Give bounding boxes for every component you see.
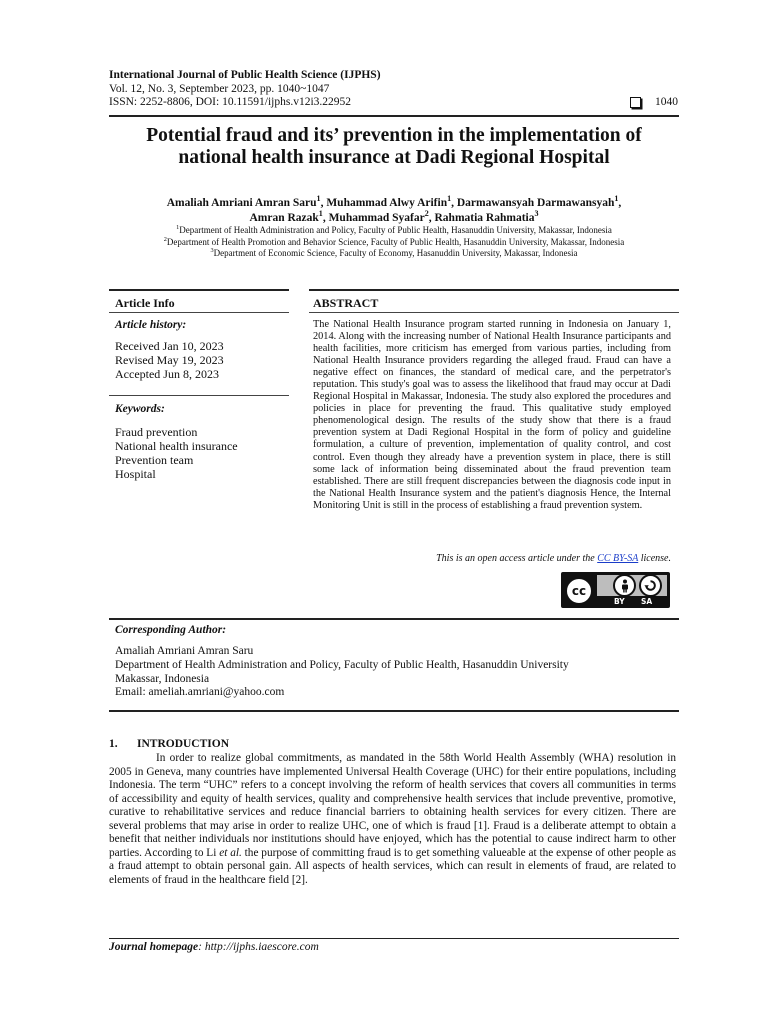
corresponding-author (115, 645, 569, 700)
corresponding-email: Email: ameliah.amriani@yahoo.com (115, 686, 285, 699)
article-history (115, 339, 224, 381)
article-info-rule (109, 289, 289, 291)
author-name: Amaliah Amriani Amran Saru (166, 197, 317, 209)
author-name: Muhammad Alwy Arifin (326, 197, 448, 209)
accepted-date: Accepted Jun 8, 2023 (115, 367, 219, 381)
corresponding-rule (109, 618, 679, 620)
article-info-subrule (109, 312, 289, 313)
author-name: Rahmatia Rahmatia (434, 211, 535, 224)
paper-title (109, 125, 679, 169)
corresponding-dept: Department of Health Administration and Policy, Faculty of Public Health, Hasanuddin University (115, 658, 569, 671)
introduction-paragraph: In order to realize global commitments, as mandated in the 58th World Health Assembly (WHA) resolution in 2005 in Geneva, many countries have implemented Universal Health Coverage (UHC) for their entire populations, including Indonesia. The term “UHC” refers to a concept involving the reform of health services that covers all communities in terms of accessibility and equity of health services, quality and comprehensive health services that include preventive, promotive, curative to rehabilitative services and reduce financial barriers to obtaining health services for every citizen. There are several problems that may arise in order to realize UHC, one of which is fraud [1]. Fraud is a deliberate attempt to obtain a benefit that neither individuals nor institutions should have enjoyed, which has the potential to cause indirect harm to other parties. According to Li et al. the purpose of committing fraud is to get something valueable at the expense of other people as a fraud attempt to obtain personal gain. All aspects of health services, which can result in elements of fraud, are related to elements of fraud in the healthcare field [2]. (109, 752, 676, 886)
share-alike-icon (639, 574, 662, 597)
corresponding-bottom-rule (109, 710, 679, 712)
revised-date: Revised May 19, 2023 (115, 353, 224, 367)
section-title: INTRODUCTION (137, 738, 230, 750)
author-name: Amran Razak (249, 211, 319, 224)
affiliation-1: $^1$Department of Health Administration and Policy, Faculty of Public Health, Hasanuddin University, Makassar, Indonesia (176, 224, 612, 235)
affiliation-2: $^2$Department of Health Promotion and Behavior Science, Faculty of Public Health, Hasanuddin University, Makassar, Indonesia (163, 235, 625, 247)
received-date: Received Jan 10, 2023 (115, 339, 224, 353)
footer-rule (109, 938, 679, 939)
issn-doi: ISSN: 2252-8806, DOI: 10.11591/ijphs.v12i3.22952 (109, 96, 352, 108)
keyword: National health insurance (115, 439, 238, 453)
corresponding-name: Amaliah Amriani Amran Saru (115, 645, 254, 657)
title-line-2: national health insurance at Dadi Regional Hospital (178, 147, 610, 168)
cc-by-sa-badge[interactable] (561, 572, 670, 608)
badge-by-label: BY (614, 597, 625, 606)
history-label: Article history: (115, 319, 187, 331)
page-number-block (630, 96, 678, 108)
keyword: Hospital (115, 467, 156, 481)
footer-label: Journal homepage (109, 941, 199, 953)
square-bullet-icon (630, 97, 641, 108)
abstract-subrule (309, 312, 679, 313)
keyword: Fraud prevention (115, 425, 198, 439)
author-name: Darmawansyah Darmawansyah (456, 197, 615, 209)
journal-homepage (109, 941, 319, 953)
section-number: 1. (109, 738, 118, 750)
abstract-heading: ABSTRACT (313, 296, 379, 310)
author-name: Muhammad Syafar (328, 211, 425, 224)
keyword-list (115, 425, 238, 481)
page-number: 1040 (655, 96, 678, 108)
keyword: Prevention team (115, 453, 194, 467)
open-access-notice: This is an open access article under the CC BY-SA license. (436, 553, 671, 564)
creative-commons-icon: cc (565, 577, 593, 605)
corresponding-city: Makassar, Indonesia (115, 672, 210, 685)
corresponding-label: Corresponding Author: (115, 624, 227, 636)
history-divider (109, 395, 289, 396)
volume-info: Vol. 12, No. 3, September 2023, pp. 1040~1047 (109, 82, 330, 95)
license-link[interactable]: CC BY-SA (597, 553, 639, 564)
author-list: Amaliah Amriani Amran Saru$^1$, Muhammad Alwy Arifin$^1$, Darmawansyah Darmawansyah$^1$, Amran Razak$^1$, Muhammad Syafar$^2$, Rahmatia Rahmatia$^3$ (166, 194, 622, 224)
affiliation-3: $^3$Department of Economic Science, Faculty of Economy, Hasanuddin University, Makassar, Indonesia (210, 247, 578, 258)
keywords-label: Keywords: (115, 403, 165, 415)
attribution-person-icon (613, 574, 636, 597)
article-info-heading: Article Info (115, 296, 175, 310)
header-rule (109, 115, 679, 117)
affiliations (109, 225, 679, 260)
footer-url[interactable]: : http://ijphs.iaescore.com (198, 941, 319, 953)
abstract-text: The National Health Insurance program started running in Indonesia on January 1, 2014. Along with the increasing number of National Health Insurance participants and health facilities, more criticism has emerged from various parties, including from National Health Insurance providers regarding the alleged fraud. Fraud can have a negative effect on finances, the standard of medical care, and the perpetrator's reputation. This study's goal was to assess the likelihood that fraud may occur at Dadi Regional Hospital in Makassar, Indonesia. The study also explored the procedures and policies in place for preventing the fraud. This qualitative study employed phenomenological design. The results of the study show that there is a fraud prevention system at Dadi Regional Hospital in the form of policy and guideline formulation, a culture of prevention, implementation of quality control, and cost control. Even though they already have a prevention system in place, there is still some lack of information being disseminated about the fraud prevention team established. There are still frequent discrepancies between the diagnosis code input in the National Health Insurance system and the patient's diagnosis Hence, the Internal Monitoring Unit is still in the process of establishing a fraud prevention system. (313, 319, 671, 511)
badge-sa-label: SA (641, 597, 653, 606)
running-header (109, 69, 381, 110)
abstract-rule (309, 289, 679, 291)
section-heading (109, 738, 229, 750)
title-line-1: Potential fraud and its’ prevention in the implementation of (146, 125, 642, 146)
journal-name: International Journal of Public Health Science (IJPHS) (109, 69, 381, 81)
